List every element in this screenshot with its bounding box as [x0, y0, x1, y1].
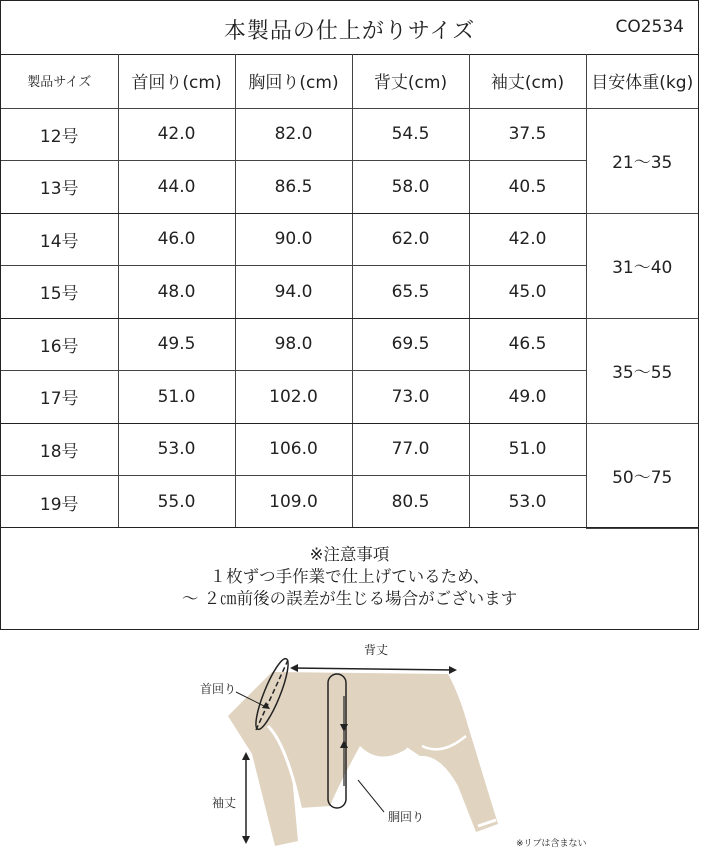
neck-cell: 46.0: [118, 213, 235, 266]
neck-label: 首回り: [200, 682, 237, 696]
column-header: 背丈(cm): [352, 54, 469, 108]
back-length-cell: 69.5: [352, 318, 469, 371]
back-length-cell: 62.0: [352, 213, 469, 266]
page-title: 本製品の仕上がりサイズ: [223, 19, 476, 44]
sleeve-cell: 42.0: [469, 213, 586, 266]
table-header-row: [1, 54, 698, 108]
size-cell: 14号: [1, 213, 118, 266]
chest-cell: 109.0: [235, 476, 352, 529]
weight-cell: 21～35: [586, 108, 698, 213]
size-cell: 17号: [1, 371, 118, 424]
size-table: [1, 54, 698, 529]
neck-cell: 51.0: [118, 371, 235, 424]
chest-cell: 90.0: [235, 213, 352, 266]
back-length-cell: 65.5: [352, 266, 469, 319]
table-row: [1, 108, 698, 161]
column-header: 首回り(cm): [118, 54, 235, 108]
notes-section: [1, 527, 698, 629]
table-row: [1, 213, 698, 266]
chest-cell: 94.0: [235, 266, 352, 319]
neck-cell: 49.5: [118, 318, 235, 371]
table-row: [1, 318, 698, 371]
garment-shape: [228, 672, 498, 846]
back-length-cell: 80.5: [352, 476, 469, 529]
sleeve-cell: 40.5: [469, 161, 586, 214]
back-length-cell: 73.0: [352, 371, 469, 424]
size-cell: 15号: [1, 266, 118, 319]
chest-cell: 86.5: [235, 161, 352, 214]
weight-cell: 31～40: [586, 213, 698, 318]
notes-heading: ※注意事項: [309, 545, 390, 564]
neck-cell: 53.0: [118, 423, 235, 476]
column-header: 胸回り(cm): [235, 54, 352, 108]
chest-cell: 102.0: [235, 371, 352, 424]
column-header: 目安体重(kg): [586, 54, 698, 108]
column-header: 製品サイズ: [1, 54, 118, 108]
sleeve-cell: 51.0: [469, 423, 586, 476]
product-code: CO2534: [615, 17, 684, 37]
weight-cell: 35～55: [586, 318, 698, 423]
sleeve-cell: 37.5: [469, 108, 586, 161]
size-cell: 19号: [1, 476, 118, 529]
sleeve-label: 袖丈: [212, 796, 237, 810]
notes-line: １枚ずつ手作業で仕上げているため、: [209, 567, 490, 586]
sleeve-cell: 53.0: [469, 476, 586, 529]
neck-cell: 55.0: [118, 476, 235, 529]
column-header: 袖丈(cm): [469, 54, 586, 108]
chest-label: 胴回り: [388, 810, 425, 824]
back-length-label: 背丈: [364, 643, 389, 657]
chest-cell: 82.0: [235, 108, 352, 161]
neck-cell: 42.0: [118, 108, 235, 161]
size-cell: 18号: [1, 423, 118, 476]
neck-cell: 44.0: [118, 161, 235, 214]
sleeve-cell: 45.0: [469, 266, 586, 319]
chest-cell: 106.0: [235, 423, 352, 476]
back-length-cell: 77.0: [352, 423, 469, 476]
measurement-diagram: [180, 636, 610, 862]
notes-line: ～ ２㎝前後の誤差が生じる場合がございます: [181, 589, 518, 608]
title-bar: [1, 1, 698, 55]
size-cell: 13号: [1, 161, 118, 214]
neck-cell: 48.0: [118, 266, 235, 319]
rib-note: ※リブは含まない: [516, 839, 587, 849]
size-cell: 12号: [1, 108, 118, 161]
garment-illustration: [180, 636, 610, 862]
table-row: [1, 423, 698, 476]
sleeve-cell: 46.5: [469, 318, 586, 371]
chest-cell: 98.0: [235, 318, 352, 371]
weight-cell: 50～75: [586, 423, 698, 528]
back-length-cell: 54.5: [352, 108, 469, 161]
size-cell: 16号: [1, 318, 118, 371]
back-length-cell: 58.0: [352, 161, 469, 214]
sleeve-cell: 49.0: [469, 371, 586, 424]
